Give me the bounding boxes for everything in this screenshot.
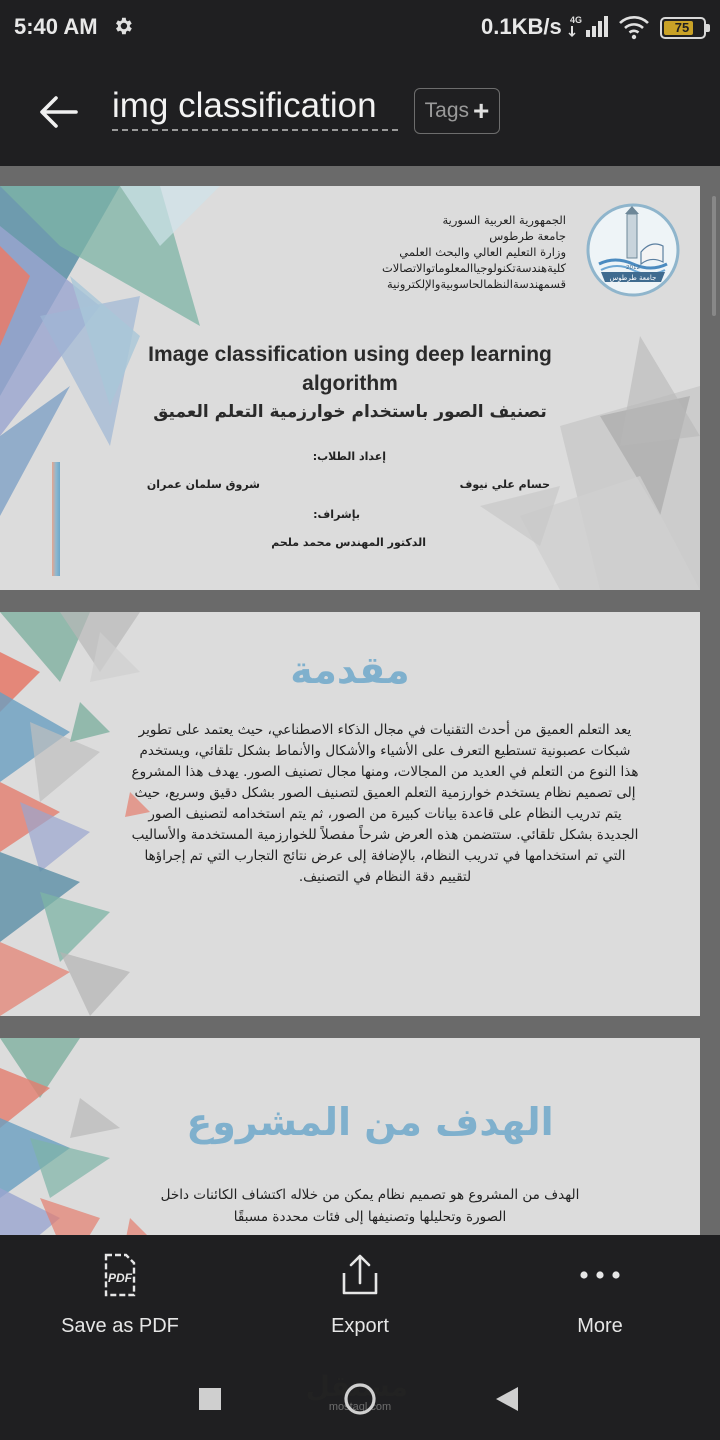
wifi-icon (618, 14, 650, 40)
prepared-by-label: إعداد الطلاب: (312, 450, 386, 463)
supervision-label: بإشراف: (313, 508, 360, 521)
plus-icon: + (473, 95, 490, 126)
battery-nub (706, 24, 710, 32)
more-button[interactable] (500, 1235, 700, 1355)
header-line: جامعة طرطوس (489, 229, 566, 243)
document-title-input[interactable]: img classification (112, 86, 398, 131)
document-preview[interactable] (0, 166, 720, 1235)
title-arabic: تصنيف الصور باستخدام خوارزمية التعلم العميق (153, 402, 547, 422)
intro-paragraph: يعد التعلم العميق من أحدث التقنيات في مجال الذكاء الاصطناعي، حيث يعتمد على تطوير شبكات عصبونية تستطيع التعرف على الأشياء والأشكال والأنماط بشكل تلقائي، ويستخدم هذا النوع من التعلم في العديد من المجالات، ومنها مجال تصنيف الصور. يهدف هذا المشروع إلى تصميم نظام يستخدم خوارزمية التعلم العميق لتصنيف الصور بشكل دقيق وسريع، حيث يتم تدريب النظام على قاعدة بيانات كبيرة من الصور، ثم يتم استخدامه لتصنيف الصور الجديدة بشكل تلقائي. ستتضمن هذه العرض شرحاً مفصلاً للخوارزمية المستخدمة والأساليب التي تم استخدامها في تدريب النظام، بالإضافة إلى عرض نتائج التجارب التي تم إجراؤها لتقييم دقة النظام في التصنيف. (131, 722, 639, 885)
logo-text: جامعة طرطوس (609, 274, 657, 282)
bottom-action-bar (0, 1235, 720, 1355)
network-type: 4G (570, 15, 583, 25)
more-label: More (577, 1315, 623, 1337)
tags-label: Tags (424, 99, 469, 122)
slide-project-goal (0, 1038, 700, 1235)
share-icon (340, 1253, 380, 1297)
university-logo (585, 202, 681, 298)
intro-heading: مقدمة (290, 648, 410, 692)
student-name: شروق سلمان عمران (146, 478, 260, 491)
goal-paragraph: الهدف من المشروع هو تصميم نظام يمكن من خلاله اكتشاف الكائنات داخل الصورة وتحليلها وتصنيفها إلى فئات محددة مسبقًا (160, 1187, 580, 1225)
recents-icon[interactable] (188, 1377, 232, 1421)
university-header (340, 212, 566, 292)
title-english: Image classification using deep learning algorithm (148, 343, 552, 395)
document-scrollbar[interactable] (712, 196, 716, 316)
signal-icon (568, 14, 612, 38)
network-speed: 0.1KB/s (481, 14, 562, 39)
status-time: 5:40 AM (14, 14, 98, 39)
more-icon (580, 1253, 620, 1297)
status-bar (0, 0, 720, 56)
export-label: Export (331, 1315, 389, 1337)
supervisor-name: الدكتور المهندس محمد ملحم (271, 536, 426, 549)
student-name: حسام علي نيوف (459, 478, 550, 491)
save-as-pdf-label: Save as PDF (61, 1315, 179, 1337)
battery-level: 75 (674, 20, 690, 35)
system-navigation-bar (0, 1355, 720, 1440)
watermark-url: mostaql.com (328, 1401, 392, 1413)
top-app-bar (0, 56, 720, 166)
slide-cover (0, 186, 700, 590)
tags-button[interactable] (414, 88, 500, 134)
save-as-pdf-button[interactable] (20, 1235, 220, 1355)
pdf-icon (100, 1253, 140, 1297)
battery-icon (660, 17, 706, 39)
goal-heading: الهدف من المشروع (186, 1100, 554, 1144)
header-line: كليةهندسةتكنولوجياالمعلوماتوالاتصالات (381, 261, 566, 275)
home-icon[interactable] (338, 1377, 382, 1421)
slide-introduction (0, 612, 700, 1016)
export-button[interactable] (260, 1235, 460, 1355)
gear-icon (112, 15, 134, 37)
watermark-logo: مستقل (305, 1370, 408, 1403)
header-line: الجمهورية العربية السورية (442, 213, 566, 227)
back-icon[interactable] (486, 1377, 530, 1421)
header-line: وزارة التعليم العالي والبحث العلمي (399, 245, 566, 259)
logo-year: 2012 (626, 265, 640, 271)
svg-text:PDF: PDF (108, 1271, 132, 1285)
back-arrow-icon[interactable] (36, 92, 80, 132)
accent-bar (52, 462, 60, 576)
header-line: قسمهندسةالنظمالحاسوبيةوالإلكترونية (387, 277, 566, 291)
